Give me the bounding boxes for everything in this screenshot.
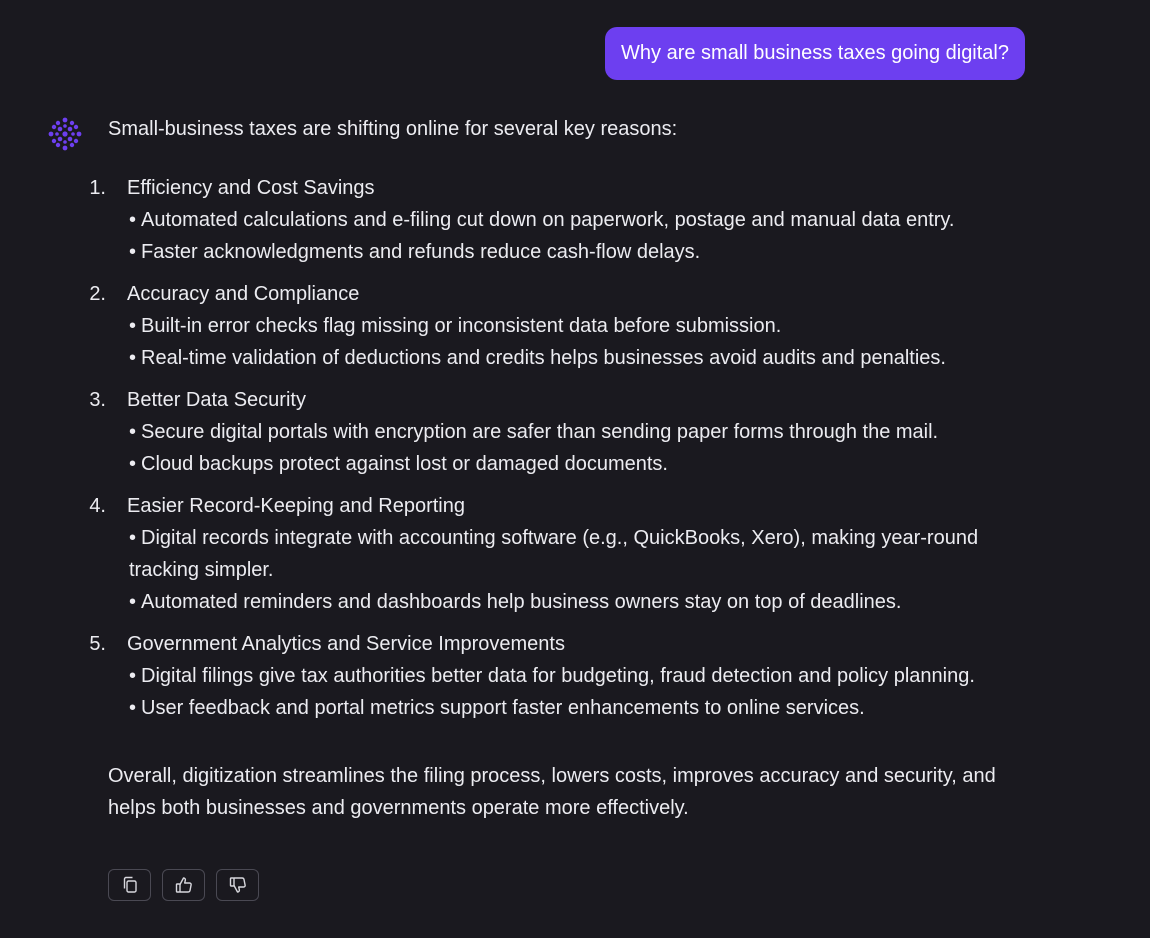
reason-bullet [108, 660, 1038, 692]
bullet-marker: • [129, 665, 137, 687]
reason-number-text: 5. [89, 633, 106, 655]
reason-item [89, 628, 1038, 724]
bullet-marker: • [129, 591, 137, 613]
bullet-text: Digital records integrate with accounting software (e.g., QuickBooks, Xero), making year-round tracking simpler. [129, 527, 979, 581]
reason-title: Easier Record-Keeping and Reporting [127, 495, 465, 517]
reason-bullet [108, 522, 1038, 586]
reason-title: Better Data Security [127, 389, 306, 411]
message-actions [108, 869, 259, 901]
reason-bullet [108, 204, 1038, 236]
reason-bullet [108, 310, 1038, 342]
user-message-text: Why are small business taxes going digital? [621, 42, 1009, 64]
sparkle-logo-icon [47, 116, 83, 152]
reason-number-text: 4. [89, 495, 106, 517]
reason-heading [89, 384, 1038, 416]
bullet-text: Automated reminders and dashboards help business owners stay on top of deadlines. [141, 591, 902, 613]
reason-title: Government Analytics and Service Improvements [127, 633, 565, 655]
reason-bullet [108, 342, 1038, 374]
bullet-marker: • [129, 527, 137, 549]
bullet-marker: • [129, 421, 137, 443]
bullet-text: Faster acknowledgments and refunds reduce cash-flow delays. [141, 241, 701, 263]
bullet-text: User feedback and portal metrics support faster enhancements to online services. [141, 697, 865, 719]
copy-icon [120, 875, 140, 895]
reason-item [89, 278, 1038, 374]
reason-item [89, 384, 1038, 480]
assistant-message [89, 113, 1038, 824]
reason-heading [89, 172, 1038, 204]
bullet-marker: • [129, 241, 137, 263]
reason-number-text: 2. [89, 283, 106, 305]
bullet-marker: • [129, 209, 137, 231]
reason-heading [89, 490, 1038, 522]
thumbs-down-button[interactable] [216, 869, 259, 901]
bullet-marker: • [129, 697, 137, 719]
thumbs-up-button[interactable] [162, 869, 205, 901]
reason-bullet [108, 236, 1038, 268]
bullet-text: Cloud backups protect against lost or damaged documents. [141, 453, 668, 475]
reason-title: Efficiency and Cost Savings [127, 177, 375, 199]
reason-bullet [108, 416, 1038, 448]
reason-bullet [108, 692, 1038, 724]
bullet-marker: • [129, 315, 137, 337]
bullet-text: Digital filings give tax authorities better data for budgeting, fraud detection and policy planning. [141, 665, 975, 687]
reason-title: Accuracy and Compliance [127, 283, 360, 305]
assistant-intro: Small-business taxes are shifting online for several key reasons: [108, 118, 678, 140]
thumbs-up-icon [174, 875, 194, 895]
reason-item [89, 172, 1038, 268]
reason-item [89, 490, 1038, 618]
bullet-text: Real-time validation of deductions and credits helps businesses avoid audits and penalties. [141, 347, 946, 369]
reason-number-text: 1. [89, 177, 106, 199]
reason-heading [89, 278, 1038, 310]
bullet-text: Secure digital portals with encryption are safer than sending paper forms through the mail. [141, 421, 939, 443]
bullet-text: Built-in error checks flag missing or inconsistent data before submission. [141, 315, 782, 337]
thumbs-down-icon [228, 875, 248, 895]
bullet-text: Automated calculations and e-filing cut down on paperwork, postage and manual data entry. [141, 209, 955, 231]
reasons-list [89, 172, 1038, 724]
reason-bullet [108, 586, 1038, 618]
reason-heading [89, 628, 1038, 660]
assistant-outro: Overall, digitization streamlines the filing process, lowers costs, improves accuracy and security, and helps both businesses and governments operate more effectively. [108, 765, 996, 819]
reason-bullet [108, 448, 1038, 480]
copy-button[interactable] [108, 869, 151, 901]
bullet-marker: • [129, 347, 137, 369]
user-message-bubble [605, 27, 1025, 80]
bullet-marker: • [129, 453, 137, 475]
reason-number-text: 3. [89, 389, 106, 411]
